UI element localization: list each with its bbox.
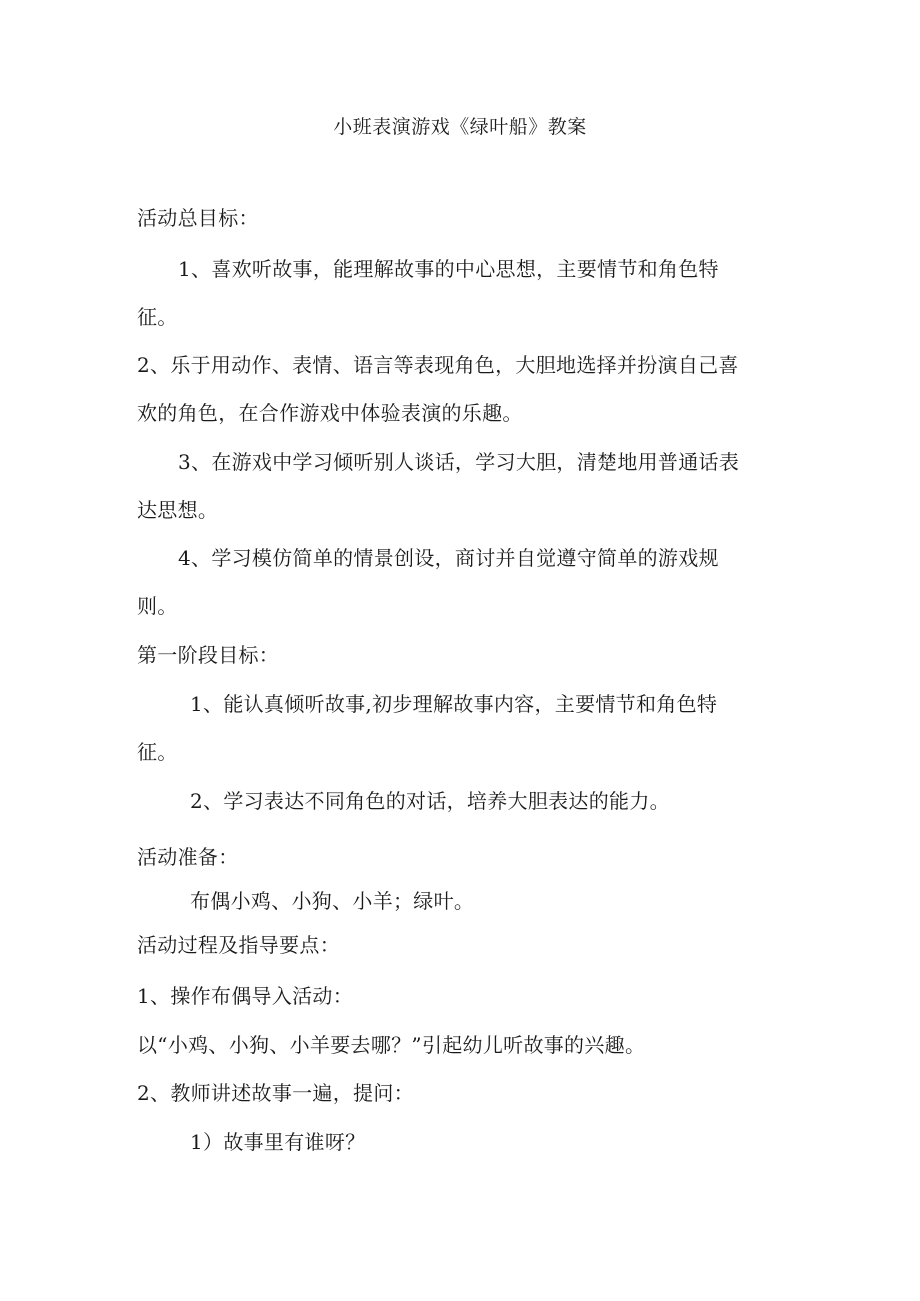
stage1-goal-1-line-2: 征。	[137, 740, 178, 764]
overall-goal-2-line-1: 2、乐于用动作、表情、语言等表现角色，大胆地选择并扮演自己喜	[137, 353, 739, 377]
overall-goal-3-line-2: 达思想。	[137, 498, 219, 522]
overall-goal-4-line-2: 则。	[137, 594, 178, 618]
preparation-heading: 活动准备：	[137, 845, 239, 869]
document-title: 小班表演游戏《绿叶船》教案	[333, 116, 587, 138]
overall-goal-3-line-1: 3、在游戏中学习倾听别人谈话，学习大胆，清楚地用普通话表	[178, 450, 740, 474]
overall-goal-2-line-2: 欢的角色，在合作游戏中体验表演的乐趣。	[137, 401, 523, 425]
process-step-1-detail: 以“小鸡、小狗、小羊要去哪？”引起幼儿听故事的兴趣。	[137, 1033, 646, 1057]
process-step-2-question-1: 1）故事里有谁呀？	[190, 1130, 366, 1154]
process-heading: 活动过程及指导要点：	[137, 933, 340, 957]
preparation-content: 布偶小鸡、小狗、小羊；绿叶。	[190, 889, 475, 913]
stage1-goal-1-line-1: 1、能认真倾听故事,初步理解故事内容，主要情节和角色特	[190, 692, 718, 716]
overall-goal-1-line-1: 1、喜欢听故事，能理解故事的中心思想，主要情节和角色特	[178, 257, 719, 281]
process-step-1: 1、操作布偶导入活动：	[137, 984, 354, 1008]
overall-goal-4-line-1: 4、学习模仿简单的情景创设，商讨并自觉遵守简单的游戏规	[178, 546, 719, 570]
overall-goals-heading: 活动总目标：	[137, 206, 259, 230]
process-step-2: 2、教师讲述故事一遍，提问：	[137, 1081, 414, 1105]
stage1-goals-heading: 第一阶段目标：	[137, 643, 280, 667]
stage1-goal-2: 2、学习表达不同角色的对话，培养大胆表达的能力。	[190, 789, 670, 813]
overall-goal-1-line-2: 征。	[137, 305, 178, 329]
